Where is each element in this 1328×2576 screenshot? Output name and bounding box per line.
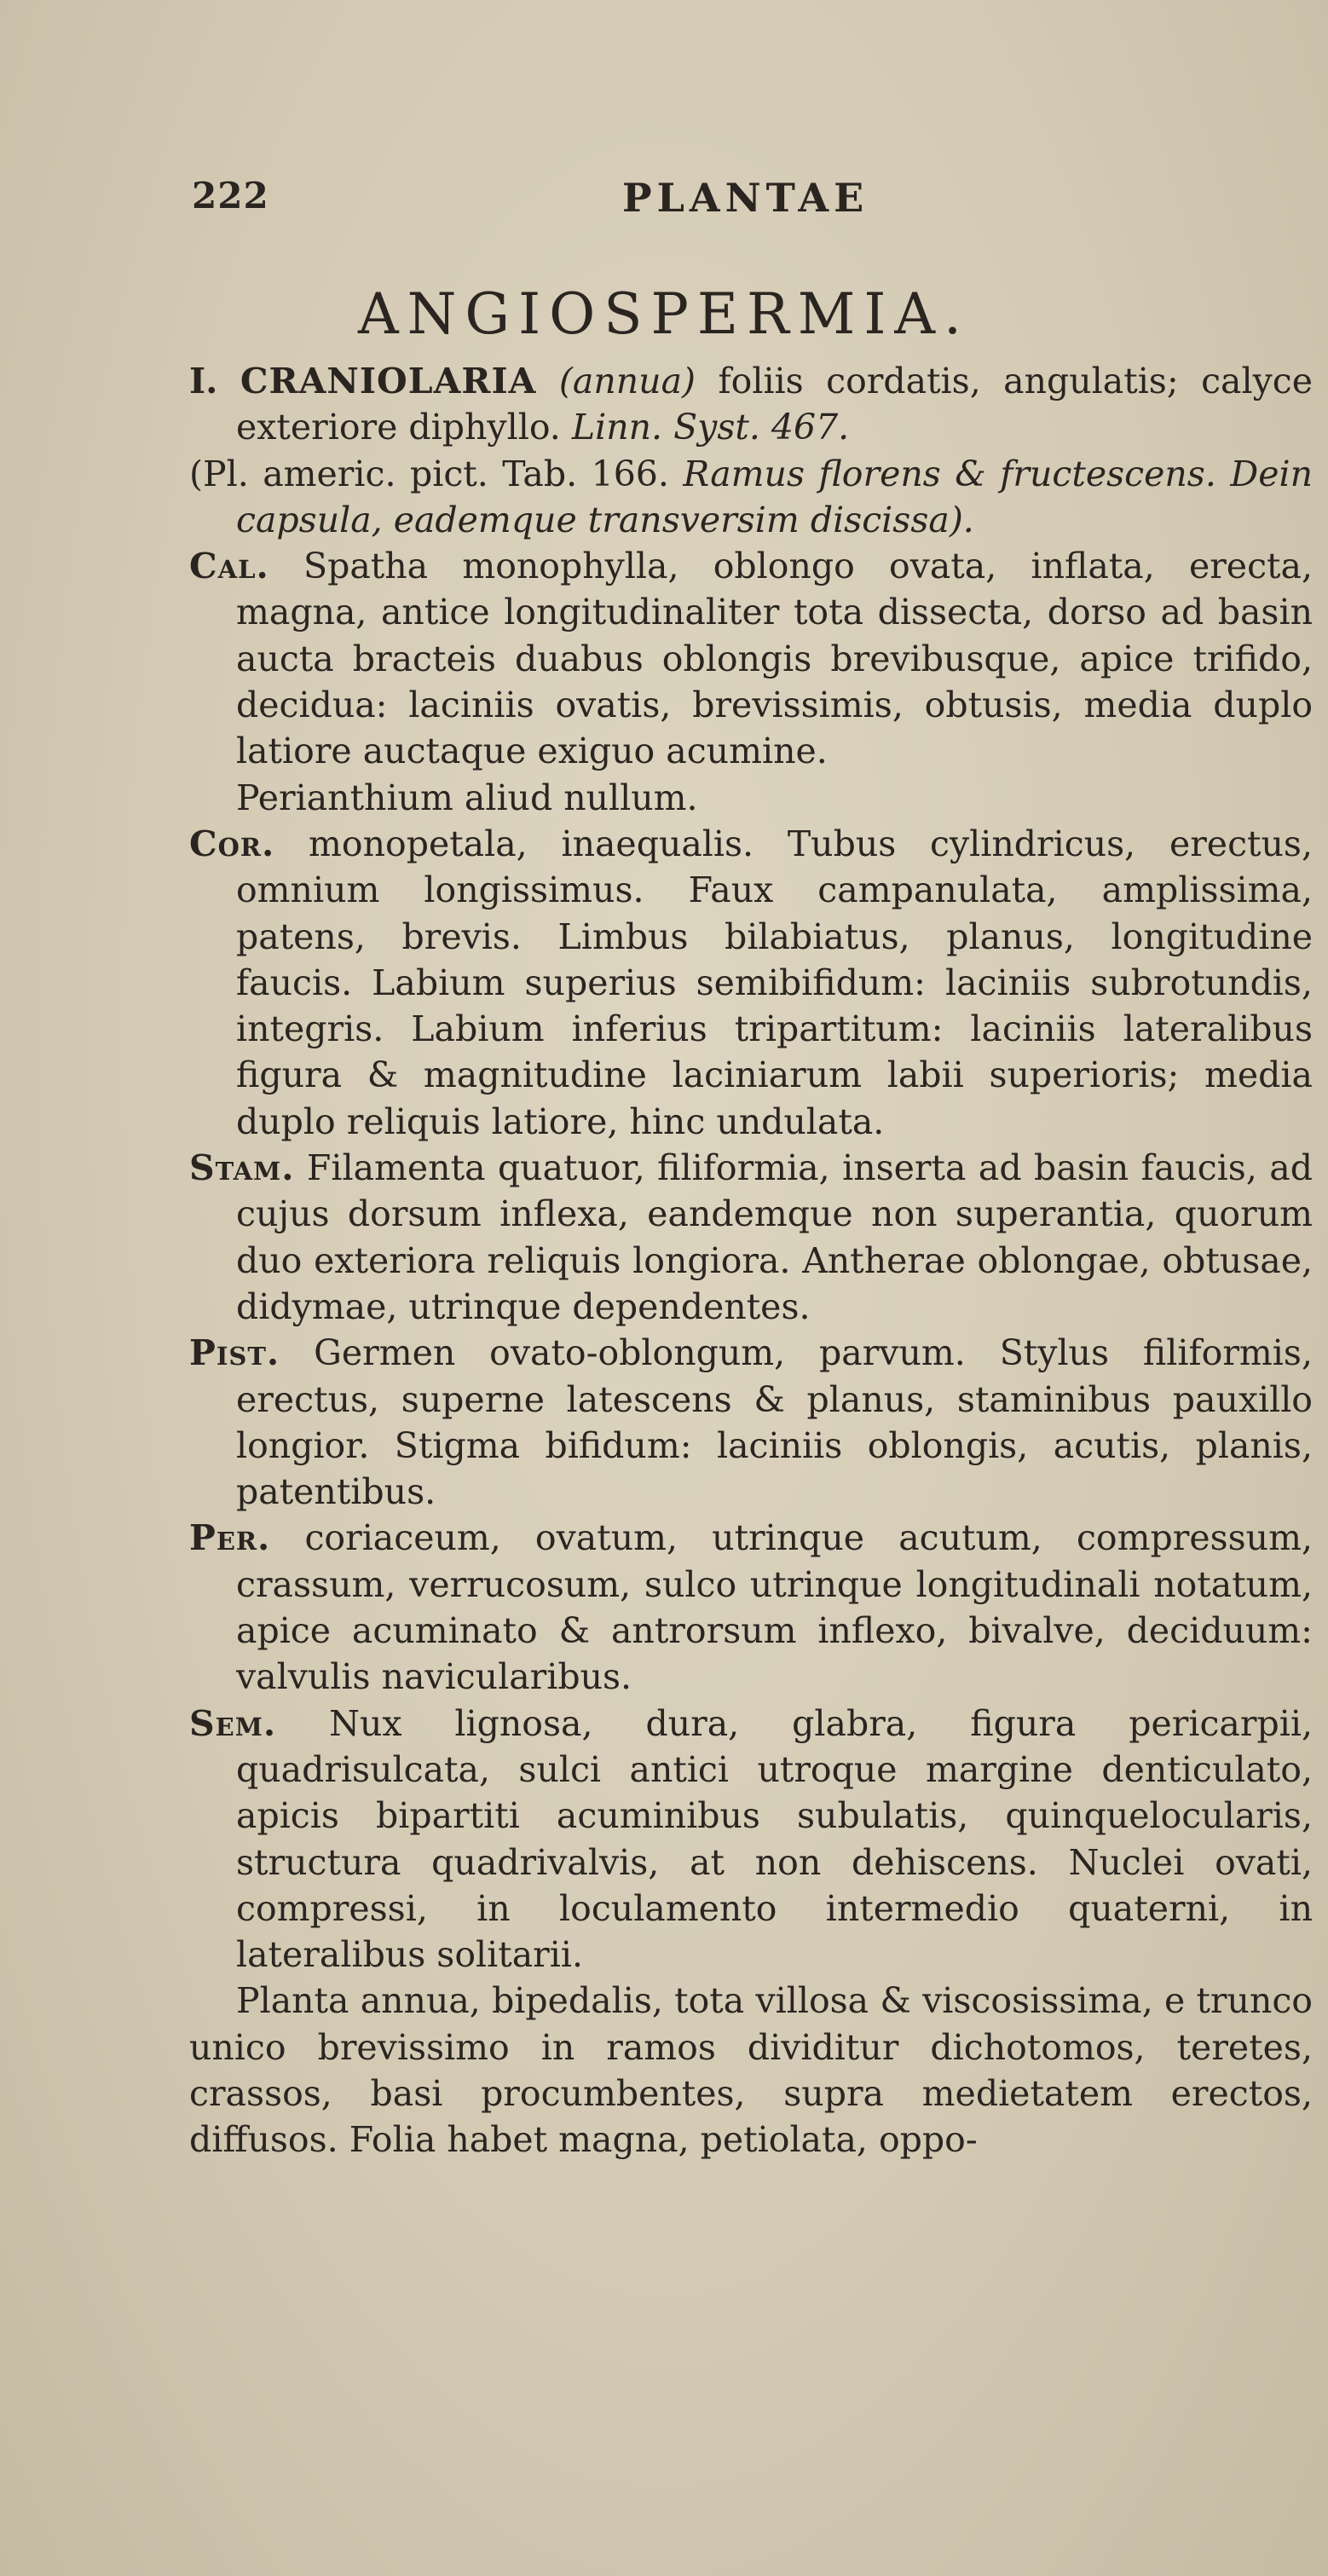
duration: (annua): [558, 361, 696, 401]
diagnosis: foliis cordatis, angulatis; calyce exteriore diphyllo.: [236, 361, 1313, 448]
stamen-paragraph: [189, 1145, 1313, 1330]
text-body: [189, 358, 1313, 2163]
seed-label: Sem.: [189, 1702, 277, 1744]
seed-text: Nux lignosa, dura, glabra, figura pericarpii, quadrisulcata, sulci antici utroque margine denticulato, apicis bipartiti acuminibus subulatis, quinquelocularis, structura quadrivalvis, at non dehiscens. Nuclei ovati, compressi, in loculamento intermedio quaterni, in lateralibus solitarii.: [236, 1702, 1313, 1976]
calyx-paragraph: [189, 543, 1313, 774]
pericarp-text: coriaceum, ovatum, utrinque acutum, compressum, crassum, verrucosum, sulco utrinque longitudinali notatum, apice acuminato & antrorsum inflexo, bivalve, deciduum: valvulis navicularibus.: [236, 1517, 1313, 1698]
genus-name: CRANIOLARIA: [240, 361, 537, 401]
calyx-extra: [189, 775, 1313, 821]
running-title: PLANTAE: [622, 175, 869, 221]
corolla-text: monopetala, inaequalis. Tubus cylindricus, erectus, omnium longissimus. Faux campanulata, amplissima, patens, brevis. Limbus bilabiatus, planus, longitudine faucis. Labium superius semibifidum: laciniis subrotundis, integris. Labium inferius tripartitum: laciniis lateralibus figura & magnitudine laciniarum labii superioris; media duplo reliquis latiore, hinc undulata.: [236, 823, 1313, 1142]
entry-number: I.: [189, 361, 218, 401]
pistil-label: Pist.: [189, 1332, 280, 1374]
plate-number: (Pl. americ. pict. Tab. 166.: [189, 453, 669, 494]
perianthium-text: Perianthium aliud nullum.: [236, 777, 698, 818]
pericarp-label: Per.: [189, 1517, 271, 1559]
plate-description: Ramus florens & fructescens. Dein capsula, eademque transversim discissa).: [236, 453, 1313, 540]
linnaeus-reference: Linn. Syst. 467.: [571, 407, 850, 448]
page-number: 222: [192, 175, 269, 217]
calyx-label: Cal.: [189, 546, 269, 587]
page-header: [192, 175, 1266, 234]
pistil-paragraph: [189, 1330, 1313, 1515]
seed-paragraph: [189, 1701, 1313, 1978]
calyx-text: Spatha monophylla, oblongo ovata, inflata, erecta, magna, antice longitudinaliter tota dissecta, dorso ad basin aucta bracteis duabus oblongis brevibusque, apice trifido, decidua: laciniis ovatis, brevissimis, obtusis, media duplo latiore auctaque exiguo acumine.: [236, 546, 1313, 772]
pericarp-paragraph: [189, 1515, 1313, 1700]
plate-reference: [189, 451, 1313, 544]
entry-heading: [189, 358, 1313, 451]
stamen-label: Stam.: [189, 1147, 295, 1189]
stamen-text: Filamenta quatuor, filiformia, inserta ad basin faucis, ad cujus dorsum inflexa, eandemque non superantia, quorum duo exteriora reliquis longiora. Antherae oblongae, obtusae, didymae, utrinque dependentes.: [236, 1147, 1313, 1327]
section-title: ANGIOSPERMIA.: [357, 281, 971, 347]
pistil-text: Germen ovato-oblongum, parvum. Stylus filiformis, erectus, superne latescens & planus, staminibus pauxillo longior. Stigma bifidum: laciniis oblongis, acutis, planis, patentibus.: [236, 1332, 1313, 1513]
corolla-label: Cor.: [189, 823, 275, 864]
corolla-paragraph: [189, 821, 1313, 1145]
plant-description: Planta annua, bipedalis, tota villosa & viscosissima, e trunco unico brevissimo in ramos dividitur dichotomos, teretes, crassos, basi procumbentes, supra medietatem erectos, diffusos. Folia habet magna, petiolata, oppo-: [189, 1980, 1313, 2161]
